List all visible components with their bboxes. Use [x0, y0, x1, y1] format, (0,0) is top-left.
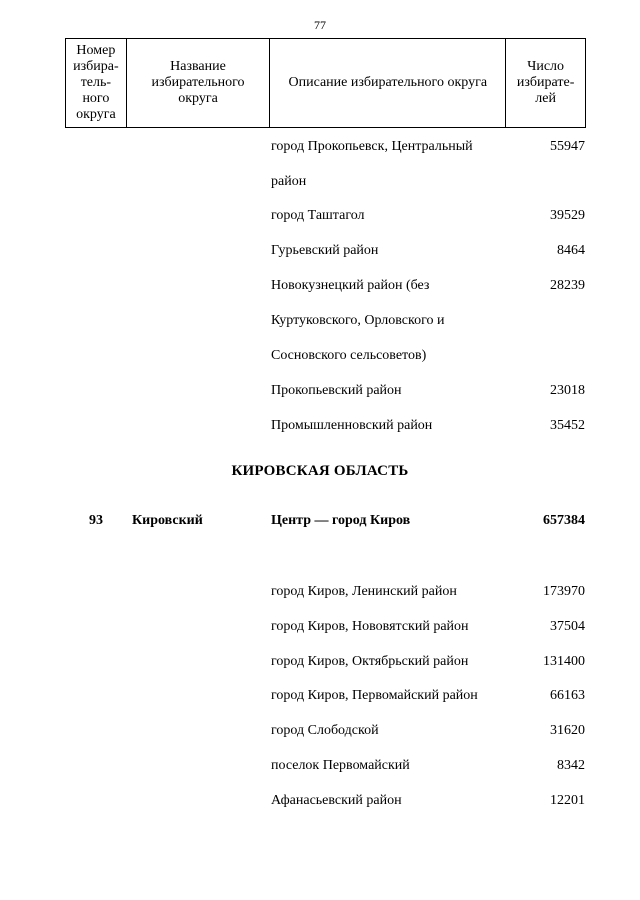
- row-description: Куртуковского, Орловского и: [271, 313, 445, 328]
- row-voter-count: 12201: [550, 793, 585, 808]
- row-description: Сосновского сельсоветов): [271, 348, 427, 363]
- row-voter-count: 8342: [557, 758, 585, 773]
- district-voter-count: 657384: [543, 513, 585, 528]
- row-voter-count: 66163: [550, 688, 585, 703]
- table-header: [65, 38, 586, 128]
- table-row: [0, 311, 640, 331]
- row-description: город Киров, Октябрьский район: [271, 654, 469, 669]
- row-voter-count: 131400: [543, 654, 585, 669]
- table-row: [0, 276, 640, 296]
- row-description: Прокопьевский район: [271, 383, 402, 398]
- row-voter-count: 35452: [550, 418, 585, 433]
- header-district-name: Название избирательного округа: [127, 39, 270, 127]
- row-description: Афанасьевский район: [271, 793, 402, 808]
- district-number: 93: [89, 513, 103, 528]
- table-row: [0, 206, 640, 226]
- row-voter-count: 23018: [550, 383, 585, 398]
- row-description: Промышленновский район: [271, 418, 433, 433]
- row-voter-count: 55947: [550, 139, 585, 154]
- page-number: 77: [314, 18, 326, 32]
- region-title: КИРОВСКАЯ ОБЛАСТЬ: [231, 463, 409, 479]
- row-description: поселок Первомайский: [271, 758, 410, 773]
- row-voter-count: 37504: [550, 619, 585, 634]
- header-district-description: Описание избирательного округа: [270, 39, 506, 127]
- table-row: [0, 791, 640, 811]
- row-voter-count: 8464: [557, 243, 585, 258]
- table-row: [0, 416, 640, 436]
- table-row: [0, 617, 640, 637]
- table-row: [0, 346, 640, 366]
- row-description: город Киров, Нововятский район: [271, 619, 469, 634]
- table-row: [0, 582, 640, 602]
- district-row: [0, 511, 640, 531]
- header-district-number: Номер избира- тель- ного округа: [66, 39, 127, 127]
- table-row: [0, 756, 640, 776]
- table-row: [0, 686, 640, 706]
- row-description: город Прокопьевск, Центральный: [271, 139, 473, 154]
- district-center: Центр — город Киров: [271, 513, 411, 528]
- table-row: [0, 721, 640, 741]
- row-voter-count: 31620: [550, 723, 585, 738]
- row-description: город Слободской: [271, 723, 379, 738]
- row-description: Новокузнецкий район (без: [271, 278, 430, 293]
- table-row: [0, 381, 640, 401]
- row-voter-count: 39529: [550, 208, 585, 223]
- table-row: [0, 241, 640, 261]
- row-voter-count: 173970: [543, 584, 585, 599]
- district-name: Кировский: [132, 513, 203, 528]
- row-description: Гурьевский район: [271, 243, 379, 258]
- row-description: город Киров, Первомайский район: [271, 688, 478, 703]
- table-row: [0, 137, 640, 157]
- row-description: район: [271, 174, 307, 189]
- table-row: [0, 652, 640, 672]
- row-description: город Киров, Ленинский район: [271, 584, 457, 599]
- header-voter-count: Число избирате- лей: [516, 59, 575, 106]
- row-voter-count: 28239: [550, 278, 585, 293]
- table-row: [0, 172, 640, 192]
- row-description: город Таштагол: [271, 208, 365, 223]
